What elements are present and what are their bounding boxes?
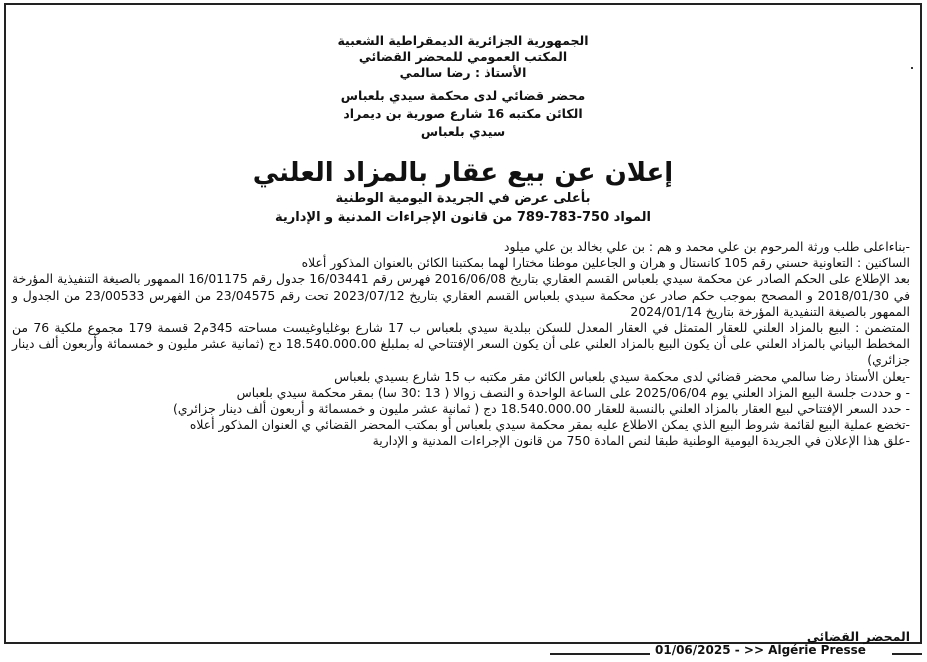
signature: المحضر القضائي	[806, 629, 910, 644]
header-address: الكائن مكتبه 16 شارع صورية بن ديمراد	[343, 106, 583, 121]
body-paragraph: -يعلن الأستاذ رضا سالمي محضر قضائي لدى محكمة سيدي بلعباس الكائن مقر مكتبه ب 15 شارع بسيدي بلعباس	[334, 368, 910, 384]
body-paragraph: -علق هذا الإعلان في الجريدة اليومية الوطنية طبقا لنص المادة 750 من قانون الإجراءات المدنية و الإدارية	[372, 433, 910, 449]
subtitle-articles: المواد 750-783-789 من قانون الإجراءات المدنية و الإدارية	[275, 210, 651, 225]
header-city: سيدي بلعباس	[420, 124, 506, 139]
header-office: المكتب العمومي للمحضر القضائي	[358, 49, 568, 64]
body-paragraph: المتضمن : البيع بالمزاد العلني للعقار المتمثل في العقار المعدل للسكن ببلدية سيدي بلعباس ب 17 شارع بوغلياوغيست مساحته 345م2 قسمة 179 مجموع ملكية 76 من المخطط البياني بالمزاد العلني على أن يكون البيع بالمزاد العلني على أن يكون السعر الإفتتاحي له بملبلغ 18.540.000.00 دج (ثمانية عشر مليون و خمسمائة وأربعون ألف دينار جزائري)	[12, 320, 910, 368]
header-bailiff: محضر قضائي لدى محكمة سيدي بلعباس	[340, 88, 586, 103]
footer	[0, 641, 927, 662]
body-paragraph: -بناءاعلى طلب ورثة المرحوم بن علي محمد و هم : بن علي بخالد بن علي ميلود	[504, 239, 910, 254]
footer-source: 01/06/2025 - >> Algérie Presse	[655, 643, 866, 657]
footer-divider	[892, 653, 922, 655]
header-republic: الجمهورية الجزائرية الديمقراطية الشعبية	[337, 33, 589, 48]
footer-divider	[550, 653, 650, 655]
body-paragraph: الساكنين : التعاونية حسني رقم 105 كانستال و هران و الجاعلين موطنا مختارا لهما بمكتبنا الكائن بالعنوان المذكور أعلاه	[301, 255, 910, 271]
announcement-body	[12, 239, 910, 450]
body-paragraph: بعد الإطلاع على الحكم الصادر عن محكمة سيدي بلعباس القسم العقاري بتاريخ 2016/06/08 فهرس رقم 16/03441 جدول رقم 16/01175 الممهور بالصيغة التنفيذية المؤرخة في 2018/01/30 و المصحح بموجب حكم صادر عن محكمة سيدي بلعباس القسم العقاري بتاريخ 2023/07/12 تحت رقم 23/04575 من الفهرس 23/00533 من الجدول و الممهور بالصيغة التنفيدية المؤرخة بتاريخ 2024/01/14	[12, 271, 910, 319]
header-lawyer: الأستاذ : رضا سالمي	[399, 65, 527, 80]
body-paragraph: - و حددت جلسة البيع المزاد العلني يوم 2025/06/04 على الساعة الواحدة و النصف زوالا ( 13 :30 سا) بمقر محكمة سيدي بلعباس	[236, 384, 910, 400]
body-paragraph: - حدد السعر الإفتتاحي لبيع العقار بالمزاد العلني بالنسبة للعقار 18.540.000.00 دج ( ثمانية عشر مليون و خمسمائة و أربعون ألف دينار جزائري)	[173, 401, 910, 417]
announcement-content	[12, 15, 910, 644]
dot-mark	[911, 67, 913, 69]
page-title: إعلان عن بيع عقار بالمزاد العلني	[252, 158, 674, 188]
body-paragraph: -تخضع عملية البيع لقائمة شروط البيع الذي يمكن الاطلاع عليه بمقر محكمة سيدي بلعباس أو بمكتب المحضر القضائي ي العنوان المذكور أعلاه	[189, 417, 910, 433]
announcement-frame	[4, 3, 922, 644]
subtitle-offer: بأعلى عرض في الجريدة اليومية الوطنية	[335, 191, 591, 206]
